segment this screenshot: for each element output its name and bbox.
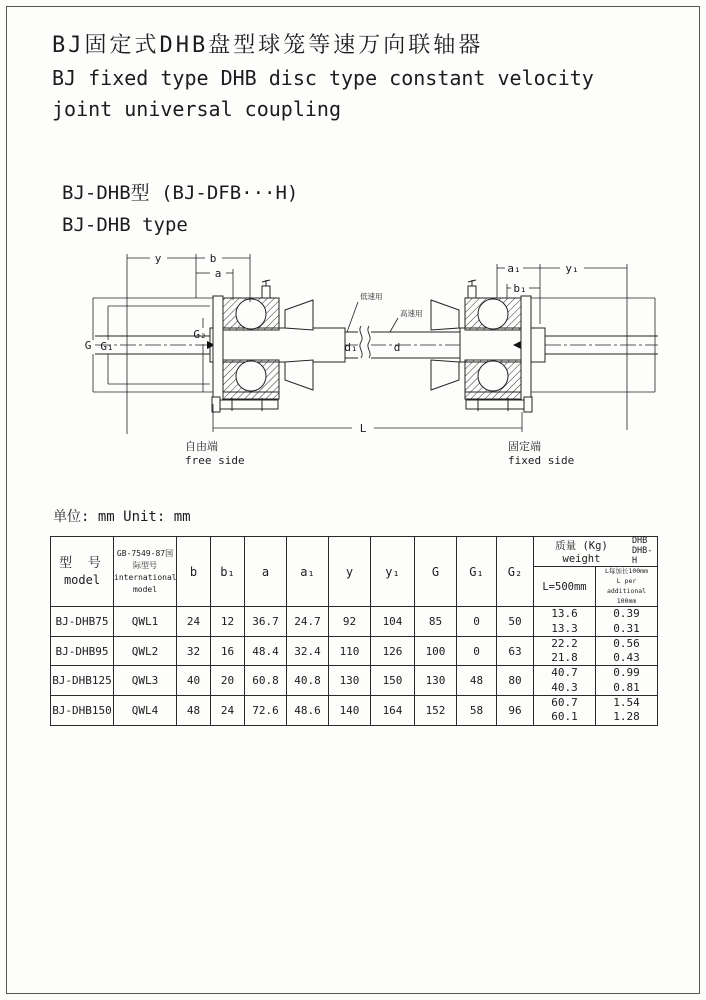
cell-a: 36.7 [245, 607, 287, 637]
dim-label-G: G [84, 339, 92, 352]
page-border [6, 6, 700, 994]
cell-a1: 40.8 [287, 666, 329, 696]
cell-G1: 48 [457, 666, 497, 696]
col-header-international-model [114, 537, 177, 607]
cell-G: 130 [415, 666, 457, 696]
coupling-cross-section-drawing [0, 240, 706, 490]
col-header-b1: b₁ [211, 537, 245, 607]
cell-intl: QWL2 [114, 636, 177, 666]
cell-G1: 0 [457, 636, 497, 666]
cell-a: 48.4 [245, 636, 287, 666]
col-header-weight-per-100mm [596, 567, 658, 607]
page-title-zh: BJ固定式DHB盘型球笼等速万向联轴器 [52, 33, 484, 58]
dim-label-G1: G₁ [100, 340, 114, 353]
weight-type-dhb: DHB [631, 536, 648, 546]
cell-intl: QWL1 [114, 607, 177, 637]
dim-label-a: a [214, 267, 222, 280]
col-header-b: b [177, 537, 211, 607]
dim-label-d: d [393, 341, 401, 354]
dim-label-b1: b₁ [513, 282, 527, 295]
col-header-weight-L500: L=500mm [534, 567, 596, 607]
cell-model: BJ-DHB95 [51, 636, 114, 666]
cell-a: 72.6 [245, 696, 287, 726]
cell-G: 152 [415, 696, 457, 726]
shaft-and-centerline [95, 326, 658, 362]
cell-G2: 63 [497, 636, 534, 666]
cell-y: 92 [329, 607, 371, 637]
page-title-en-line1: BJ fixed type DHB disc type constant velocity [52, 66, 594, 90]
col-header-weight [534, 537, 658, 567]
weight-title: 质量 (Kg) weight [555, 540, 608, 566]
col-header-model [51, 537, 114, 607]
cell-b: 32 [177, 636, 211, 666]
cell-y: 110 [329, 636, 371, 666]
cell-y: 130 [329, 666, 371, 696]
cell-a1: 48.6 [287, 696, 329, 726]
cell-G2: 50 [497, 607, 534, 637]
dim-label-L: L [359, 422, 367, 435]
cell-b: 48 [177, 696, 211, 726]
col-header-G2: G₂ [497, 537, 534, 607]
col-header-y: y [329, 537, 371, 607]
label-free-side-zh: 自由端 [185, 440, 218, 453]
label-free-side-en: free side [185, 454, 245, 467]
dim-label-y: y [154, 252, 162, 265]
cell-weight-500: 60.7 60.1 [534, 696, 596, 726]
cell-b1: 12 [211, 607, 245, 637]
note-low-speed: 低速用 [360, 292, 383, 301]
cell-y1: 126 [371, 636, 415, 666]
col-header-intl-zh: GB-7549-87国际型号 [116, 548, 174, 570]
table-row [51, 696, 658, 726]
note-high-speed: 高速用 [400, 309, 423, 318]
dim-label-a1: a₁ [507, 262, 521, 275]
label-fixed-side-en: fixed side [508, 454, 575, 467]
cell-a1: 32.4 [287, 636, 329, 666]
col-header-intl-en: international model [114, 572, 177, 594]
col-header-model-en: model [63, 573, 101, 588]
cell-y: 140 [329, 696, 371, 726]
dim-label-y1: y₁ [565, 262, 579, 275]
cell-b1: 24 [211, 696, 245, 726]
label-fixed-side-zh: 固定端 [508, 440, 541, 453]
cell-G: 85 [415, 607, 457, 637]
cell-a1: 24.7 [287, 607, 329, 637]
dim-label-b: b [209, 252, 217, 265]
cell-G2: 96 [497, 696, 534, 726]
cell-weight-add: 0.39 0.31 [596, 607, 658, 637]
cell-weight-add: 1.54 1.28 [596, 696, 658, 726]
dim-label-d1: d₁ [344, 341, 358, 354]
title-block [52, 28, 594, 121]
cell-weight-500: 13.6 13.3 [534, 607, 596, 637]
cell-a: 60.8 [245, 666, 287, 696]
model-designation-block [62, 178, 298, 236]
cell-G1: 0 [457, 607, 497, 637]
cell-b1: 16 [211, 636, 245, 666]
cell-weight-add: 0.56 0.43 [596, 636, 658, 666]
col-header-G: G [415, 537, 457, 607]
weight-sub2-en: L per additional 100mm [606, 577, 647, 605]
col-header-G1: G₁ [457, 537, 497, 607]
cell-G1: 58 [457, 696, 497, 726]
cell-weight-add: 0.99 0.81 [596, 666, 658, 696]
weight-sub2-zh: L每加长100mm [605, 567, 648, 576]
col-header-a: a [245, 537, 287, 607]
col-header-a1: a₁ [287, 537, 329, 607]
table-row [51, 666, 658, 696]
cell-model: BJ-DHB75 [51, 607, 114, 637]
dim-label-G2: G₂ [193, 328, 207, 341]
table-row [51, 636, 658, 666]
dimension-lines [93, 254, 655, 434]
col-header-model-zh: 型 号 [59, 555, 105, 571]
cell-weight-500: 40.7 40.3 [534, 666, 596, 696]
cell-y1: 164 [371, 696, 415, 726]
cell-intl: QWL3 [114, 666, 177, 696]
table-row [51, 607, 658, 637]
cell-b: 40 [177, 666, 211, 696]
cell-b: 24 [177, 607, 211, 637]
cell-model: BJ-DHB125 [51, 666, 114, 696]
cell-y1: 150 [371, 666, 415, 696]
unit-note: 单位: mm Unit: mm [53, 509, 191, 525]
cell-y1: 104 [371, 607, 415, 637]
model-designation-en: BJ-DHB type [62, 214, 188, 236]
cell-G2: 80 [497, 666, 534, 696]
cell-G: 100 [415, 636, 457, 666]
table-header-row-1 [51, 537, 658, 567]
col-header-y1: y₁ [371, 537, 415, 607]
weight-type-dhb-h: DHB-H [631, 545, 653, 566]
page-title-en-line2: joint universal coupling [52, 97, 341, 121]
cell-weight-500: 22.2 21.8 [534, 636, 596, 666]
cell-b1: 20 [211, 666, 245, 696]
cell-model: BJ-DHB150 [51, 696, 114, 726]
model-designation-zh: BJ-DHB型 (BJ-DFB···H) [62, 182, 299, 204]
dimension-spec-table [50, 536, 658, 726]
cell-intl: QWL4 [114, 696, 177, 726]
